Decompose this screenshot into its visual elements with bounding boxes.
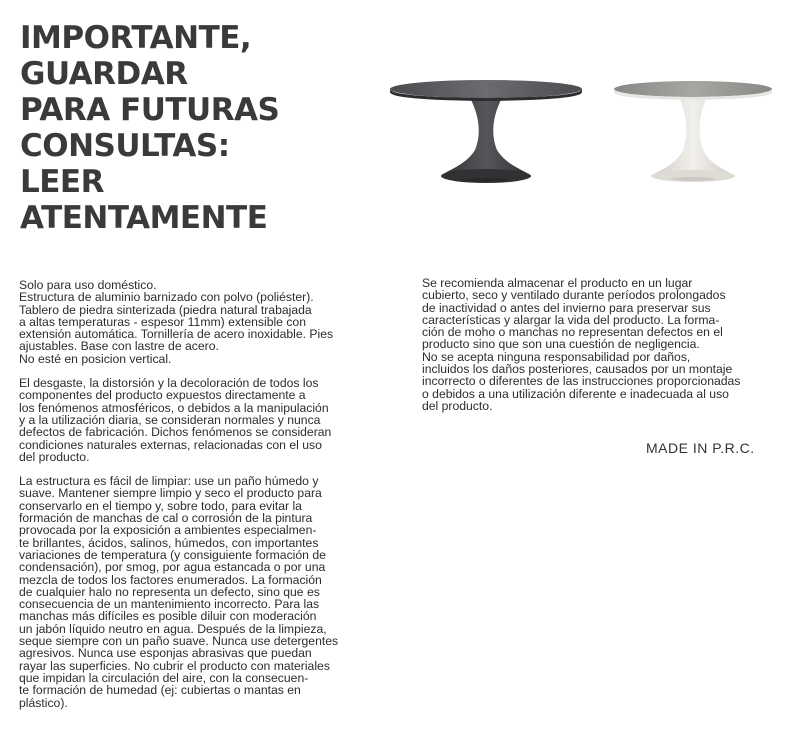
text-line: El desgaste, la distorsión y la decoloración de todos los xyxy=(19,376,319,391)
text-line: ción de moho o manchas no representan defectos en el xyxy=(422,325,723,340)
text-line: Estructura de aluminio barnizado con polvo (poliéster). xyxy=(19,290,314,305)
text-line: del producto. xyxy=(422,398,493,413)
text-line: defectos de fabricación. Dichos fenómenos se consideran xyxy=(19,425,332,440)
text-line: rayar las superficies. No cubrir el producto con materiales xyxy=(19,658,330,673)
usage-paragraph xyxy=(19,279,384,365)
text-line: plástico). xyxy=(19,695,68,710)
text-line: Solo para uso doméstico. xyxy=(19,278,157,292)
storage-paragraph xyxy=(422,277,777,412)
text-line: incorrecto o diferentes de las instrucciones proporcionadas xyxy=(422,374,741,389)
text-line: agresivos. Nunca use esponjas abrasivas que puedan xyxy=(19,646,312,661)
wear-paragraph xyxy=(19,377,384,463)
text-line: extensión automática. Tornillería de acero inoxidable. Pies xyxy=(19,327,334,342)
text-line: de inactividad o antes del invierno para preservar sus xyxy=(422,300,711,315)
text-line: que impidan la circulación del aire, con la consecuen- xyxy=(19,670,309,685)
dark-pedestal-table-icon xyxy=(390,80,582,183)
text-line: condiciones naturales externas, relacionadas con el uso xyxy=(19,437,322,452)
white-pedestal-table-icon xyxy=(614,81,772,182)
text-line: cubierto, seco y ventilado durante períodos prolongados xyxy=(422,288,726,303)
text-line: y a la utilización diaria, se consideran normales y nunca xyxy=(19,412,321,427)
title-line: PARA FUTURAS xyxy=(20,92,280,128)
text-line: a altas temperaturas - espesor 11mm) extensible con xyxy=(19,314,306,329)
text-line: incluidos los daños posteriores, causados por un montaje xyxy=(422,362,733,377)
text-line: suave. Mantener siempre limpio y seco el producto para xyxy=(19,486,322,501)
text-line: No se acepta ninguna responsabilidad por daños, xyxy=(422,349,691,364)
text-line: componentes del producto expuestos directamente a xyxy=(19,388,306,403)
text-line: consecuencia de un mantenimiento incorrecto. Para las xyxy=(19,597,320,612)
made-in-label: MADE IN P.R.C. xyxy=(646,440,755,456)
title-line: LEER xyxy=(20,164,104,200)
title-line: GUARDAR xyxy=(20,56,188,92)
product-images-svg xyxy=(385,70,785,195)
text-line: manchas más difíciles es posible diluir con moderación xyxy=(19,609,317,624)
product-images xyxy=(385,70,785,195)
text-line: conservarlo en el tiempo y, sobre todo, para evitar la xyxy=(19,498,302,513)
text-line: seque siempre con un paño suave. Nunca use detergentes xyxy=(19,634,339,649)
right-text-column xyxy=(422,277,777,412)
left-text-column xyxy=(19,279,384,709)
text-line: o debidos a una utilización diferente e inadecuada al uso xyxy=(422,386,729,401)
text-line: los fenómenos atmosféricos, o debidos a la manipulación xyxy=(19,400,329,415)
text-line: un jabón líquido neutro en agua. Después de la limpieza, xyxy=(19,621,327,636)
text-line: mezcla de todos los factores enumerados. La formación xyxy=(19,572,322,587)
text-line: te brillantes, ácidos, salinos, húmedos, con importantes xyxy=(19,535,319,550)
text-line: Se recomienda almacenar el producto en un lugar xyxy=(422,276,693,290)
text-line: producto sino que son una cuestión de negligencia. xyxy=(422,337,700,352)
title-line: IMPORTANTE, xyxy=(20,20,252,56)
text-line: de cualquier halo no representa un defecto, sino que es xyxy=(19,584,320,599)
text-line: ajustables. Base con lastre de acero. xyxy=(19,339,219,354)
title-line: ATENTAMENTE xyxy=(20,200,268,236)
title-line: CONSULTAS: xyxy=(20,128,230,164)
text-line: La estructura es fácil de limpiar: use un paño húmedo y xyxy=(19,474,319,489)
text-line: características y alargar la vida del producto. La forma- xyxy=(422,312,720,327)
page-title xyxy=(20,20,350,236)
text-line: No esté en posicion vertical. xyxy=(19,351,172,366)
text-line: te formación de humedad (ej: cubiertas o mantas en xyxy=(19,683,301,698)
text-line: del producto. xyxy=(19,449,90,464)
text-line: condensación), por smog, por agua estancada o por una xyxy=(19,560,326,575)
text-line: variaciones de temperatura (y consiguiente formación de xyxy=(19,547,326,562)
text-line: provocada por la exposición a ambientes especialmen- xyxy=(19,523,317,538)
cleaning-paragraph xyxy=(19,475,384,709)
text-line: Tablero de piedra sinterizada (piedra natural trabajada xyxy=(19,302,312,317)
text-line: formación de manchas de cal o corrosión de la pintura xyxy=(19,511,313,526)
